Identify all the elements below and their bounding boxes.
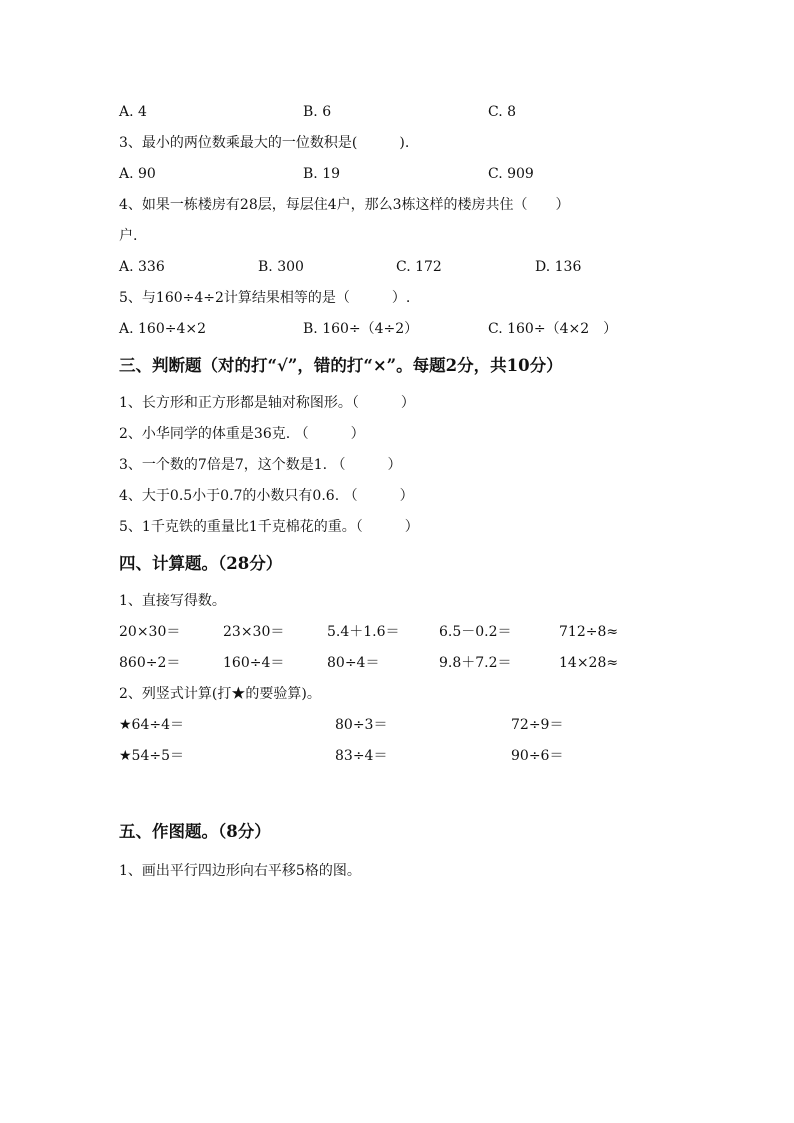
q4-text: 4、如果一栋楼房有28层，每层住4户，那么3栋这样的楼房共住（ ） [119, 197, 570, 213]
calc-r1-c2: 23×30＝ [223, 624, 285, 640]
q5-text: 5、与160÷4÷2计算结果相等的是（ ）. [119, 290, 411, 306]
calc-r1-c3: 5.4＋1.6＝ [327, 624, 400, 640]
section3-item-1: 1、长方形和正方形都是轴对称图形。（ ） [119, 395, 415, 411]
q2-option-a: A. 4 [119, 104, 147, 120]
q2-option-b: B. 6 [303, 104, 332, 120]
q4-option-c: C. 172 [396, 259, 442, 275]
q3-option-c: C. 909 [488, 166, 534, 182]
q3-text: 3、最小的两位数乘最大的一位数积是( ). [119, 135, 410, 151]
q2-option-c: C. 8 [488, 104, 517, 120]
q5-option-c: C. 160÷（4×2 ） [488, 321, 618, 337]
q4-option-d: D. 136 [535, 259, 582, 275]
vertical-r1-c2: 80÷3＝ [335, 717, 388, 733]
calc-r2-c3: 80÷4＝ [327, 655, 380, 671]
section3-item-4: 4、大于0.5小于0.7的小数只有0.6. （ ） [119, 488, 414, 504]
vertical-r2-c1: ★54÷5＝ [119, 748, 185, 764]
q4-option-a: A. 336 [119, 259, 165, 275]
calc-r1-c5: 712÷8≈ [559, 624, 619, 640]
section4-heading: 四、计算题。（28分） [119, 554, 283, 573]
section4-sub2: 2、列竖式计算(打★的要验算)。 [119, 686, 321, 702]
section5-heading: 五、作图题。（8分） [119, 822, 271, 841]
calc-r1-c1: 20×30＝ [119, 624, 181, 640]
vertical-r2-c3: 90÷6＝ [511, 748, 564, 764]
section3-item-3: 3、一个数的7倍是7，这个数是1. （ ） [119, 457, 402, 473]
vertical-r1-c3: 72÷9＝ [511, 717, 564, 733]
section5-item-1: 1、画出平行四边形向右平移5格的图。 [119, 863, 361, 879]
calc-r2-c4: 9.8＋7.2＝ [439, 655, 512, 671]
section3-item-5: 5、1千克铁的重量比1千克棉花的重。（ ） [119, 519, 419, 535]
calc-r2-c1: 860÷2＝ [119, 655, 181, 671]
q5-option-b: B. 160÷（4÷2） [303, 321, 419, 337]
calc-r2-c5: 14×28≈ [559, 655, 619, 671]
calc-r2-c2: 160÷4＝ [223, 655, 285, 671]
section3-heading: 三、判断题（对的打“√”，错的打“×”。每题2分，共10分） [119, 356, 563, 375]
q3-option-a: A. 90 [119, 166, 156, 182]
q4-text-cont: 户. [119, 228, 138, 244]
section4-sub1: 1、直接写得数。 [119, 593, 226, 609]
vertical-r1-c1: ★64÷4＝ [119, 717, 185, 733]
q5-option-a: A. 160÷4×2 [119, 321, 207, 337]
q3-option-b: B. 19 [303, 166, 341, 182]
vertical-r2-c2: 83÷4＝ [335, 748, 388, 764]
calc-r1-c4: 6.5－0.2＝ [439, 624, 512, 640]
section3-item-2: 2、小华同学的体重是36克. （ ） [119, 426, 365, 442]
q4-option-b: B. 300 [258, 259, 304, 275]
